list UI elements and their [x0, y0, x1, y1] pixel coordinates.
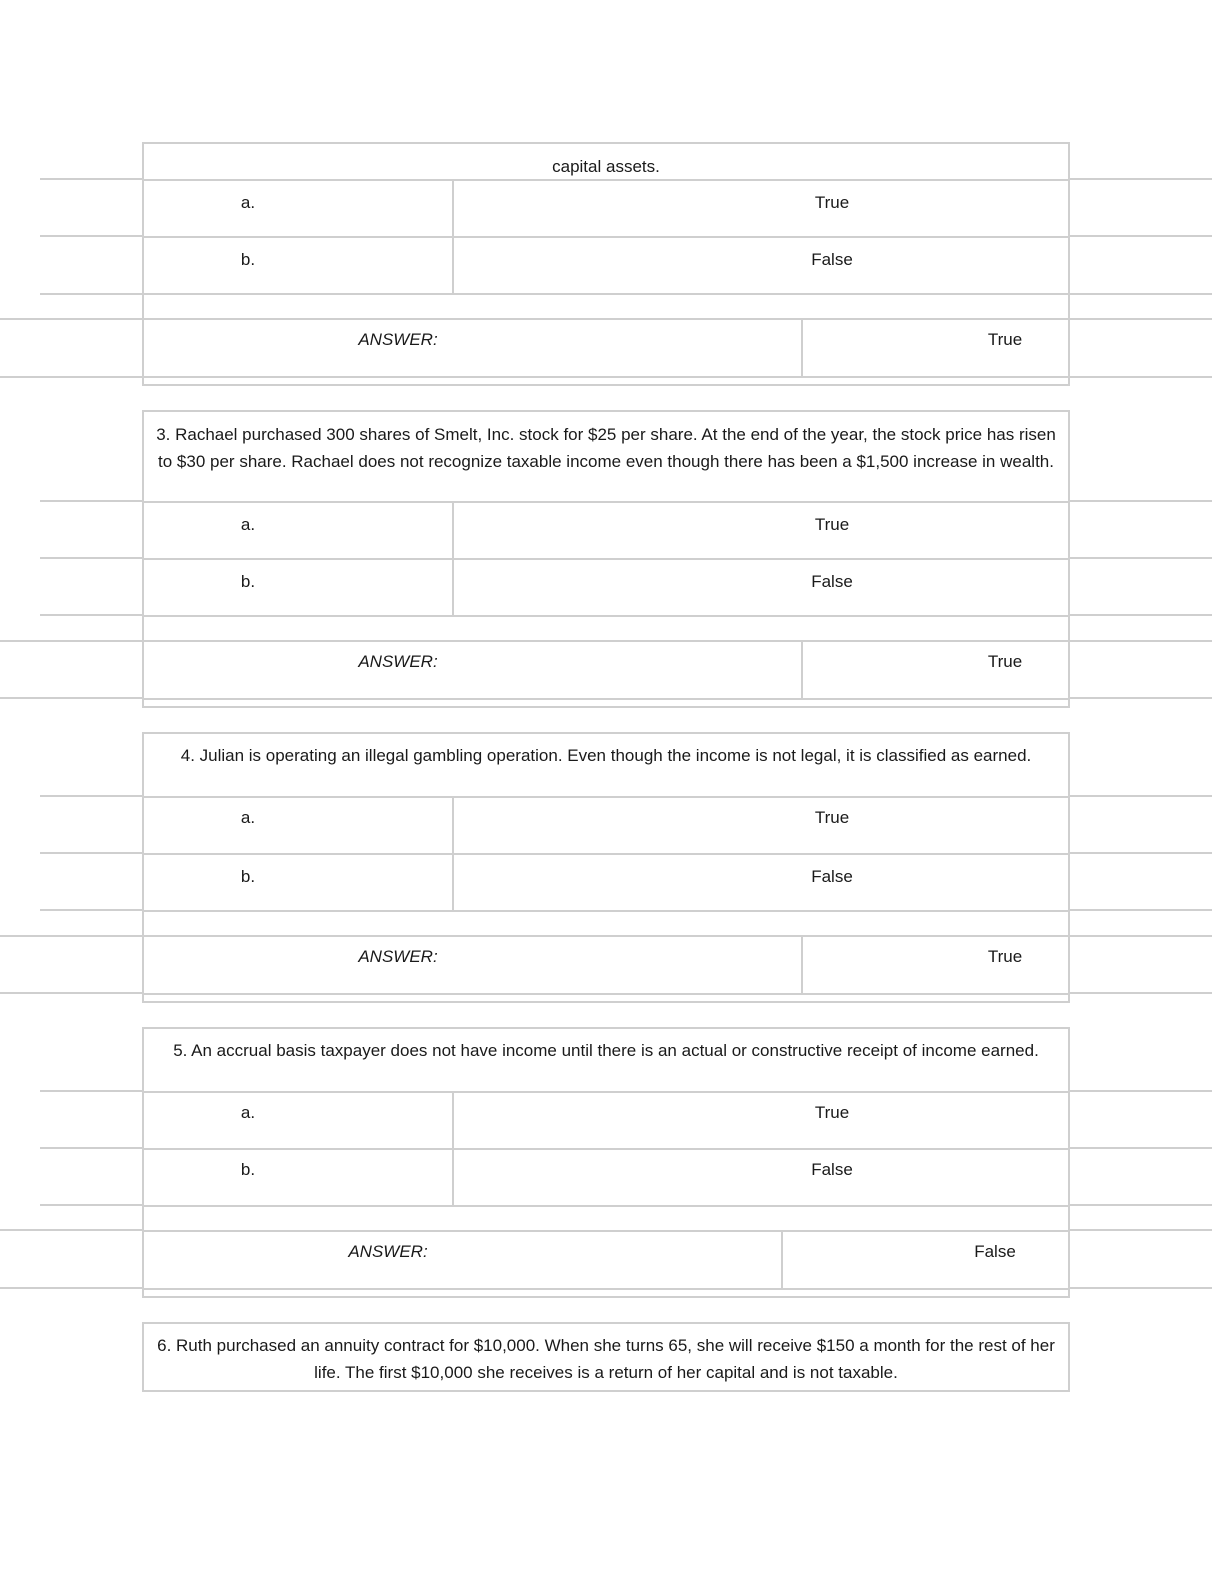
question-text: 4. Julian is operating an illegal gambling operation. Even though the income is not legal, it is classified as earned. [180, 746, 1032, 765]
option-row-b[interactable] [144, 558, 1068, 617]
option-value: False [811, 250, 853, 269]
answer-value: True [987, 652, 1023, 671]
answer-row [144, 1230, 1068, 1290]
option-value: True [814, 1103, 850, 1122]
answer-label: ANSWER: [358, 330, 438, 349]
option-row-a[interactable] [144, 179, 1068, 238]
option-row-b[interactable] [144, 853, 1068, 912]
option-letter: a. [240, 193, 256, 212]
question-text: capital assets. [552, 157, 660, 176]
option-letter: b. [240, 867, 256, 886]
answer-value: True [987, 947, 1023, 966]
answer-row [144, 640, 1068, 700]
option-row-a[interactable] [144, 501, 1068, 560]
question-block-3 [142, 410, 1070, 708]
question-block-6 [142, 1322, 1070, 1392]
option-value: False [811, 572, 853, 591]
question-block-2 [142, 142, 1070, 386]
answer-row [144, 935, 1068, 995]
option-row-a[interactable] [144, 796, 1068, 855]
answer-label: ANSWER: [358, 947, 438, 966]
answer-value: True [987, 330, 1023, 349]
option-letter: a. [240, 808, 256, 827]
option-letter: a. [240, 1103, 256, 1122]
option-letter: b. [240, 1160, 256, 1179]
option-row-b[interactable] [144, 1148, 1068, 1207]
question-text: 5. An accrual basis taxpayer does not have income until there is an actual or constructive receipt of income earned. [173, 1041, 1039, 1060]
question-text: 3. Rachael purchased 300 shares of Smelt, Inc. stock for $25 per share. At the end of the year, the stock price has risen to $30 per share. Rachael does not recognize taxable income even though there has been a $1,500 increase in wealth. [156, 425, 1056, 471]
option-row-b[interactable] [144, 236, 1068, 295]
option-letter: b. [240, 250, 256, 269]
option-value: False [811, 1160, 853, 1179]
option-value: False [811, 867, 853, 886]
option-row-a[interactable] [144, 1091, 1068, 1150]
question-block-5 [142, 1027, 1070, 1298]
answer-row [144, 318, 1068, 378]
answer-label: ANSWER: [348, 1242, 428, 1261]
option-value: True [814, 193, 850, 212]
option-value: True [814, 515, 850, 534]
answer-value: False [974, 1242, 1016, 1261]
answer-label: ANSWER: [358, 652, 438, 671]
question-text: 6. Ruth purchased an annuity contract for $10,000. When she turns 65, she will receive $150 a month for the rest of her life. The first $10,000 she receives is a return of her capital and is not taxable. [157, 1336, 1055, 1382]
option-letter: a. [240, 515, 256, 534]
option-letter: b. [240, 572, 256, 591]
question-block-4 [142, 732, 1070, 1003]
option-value: True [814, 808, 850, 827]
